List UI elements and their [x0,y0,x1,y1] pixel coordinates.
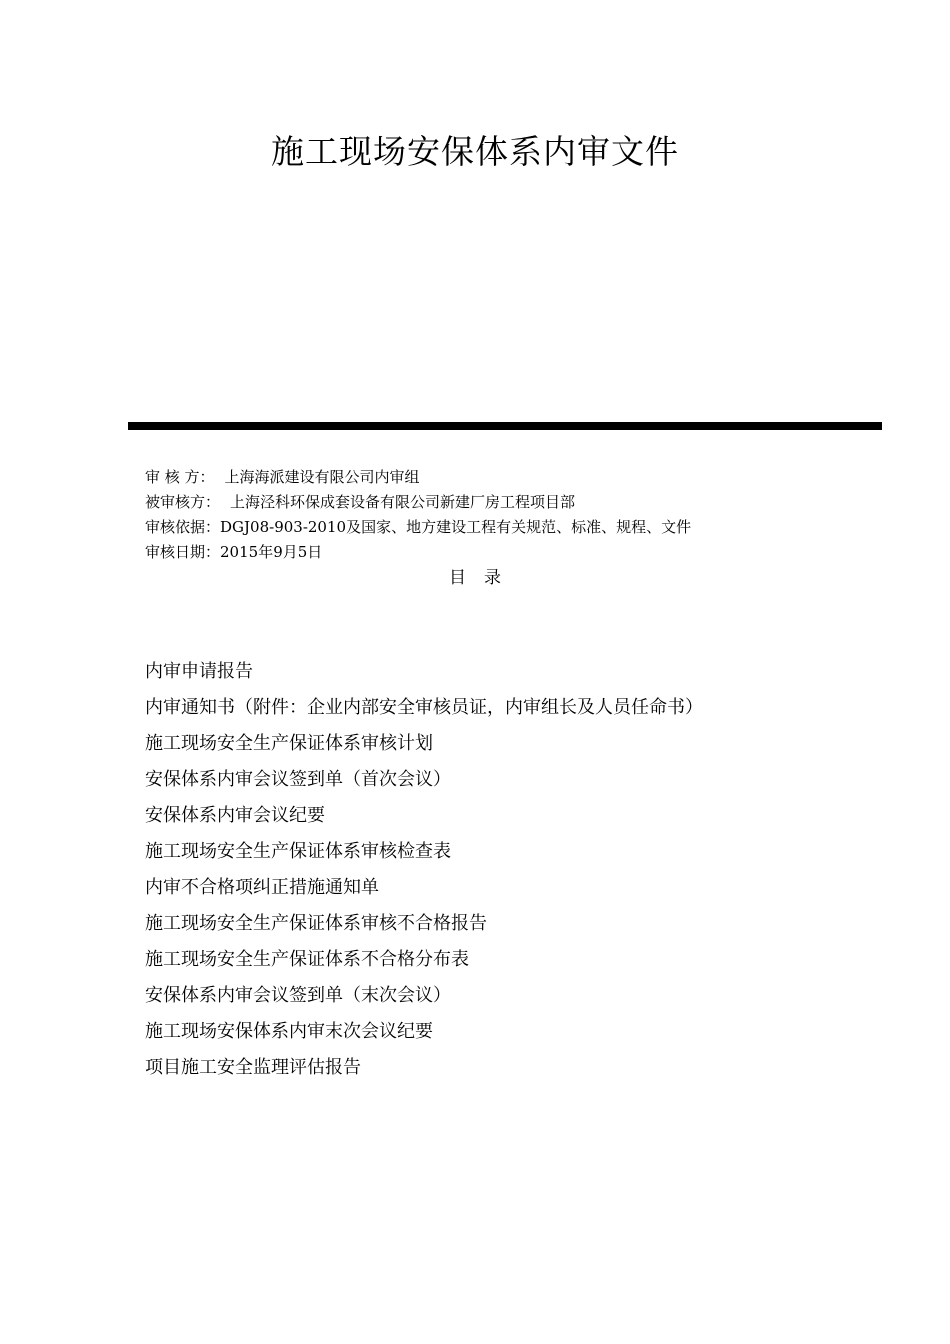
toc-item: 施工现场安保体系内审末次会议纪要 [145,1021,433,1042]
toc-item: 内审申请报告 [145,661,253,682]
basis-label: 审核依据： [145,518,221,536]
toc-item: 内审通知书（附件：企业内部安全审核员证，内审组长及人员任命书） [145,697,703,718]
auditee-label: 被审核方： [145,493,221,511]
date-row [145,540,905,565]
auditee-value: 上海泾科环保成套设备有限公司新建厂房工程项目部 [230,493,576,511]
auditee-row [145,490,905,515]
document-title: 施工现场安保体系内审文件 [271,132,679,171]
toc-heading: 目录 [449,568,519,588]
auditor-value: 上海海派建设有限公司内审组 [224,468,420,486]
basis-row [145,515,905,540]
auditor-row [145,465,905,490]
toc-item: 内审不合格项纠正措施通知单 [145,877,379,898]
basis-value: DGJ08-903-2010及国家、地方建设工程有关规范、标准、规程、文件 [220,518,692,536]
title-divider [128,422,882,430]
toc-item: 施工现场安全生产保证体系不合格分布表 [145,949,469,970]
toc-item: 施工现场安全生产保证体系审核检查表 [145,841,451,862]
date-value: 2015年9月5日 [220,543,323,561]
toc-item: 安保体系内审会议签到单（末次会议） [145,985,451,1006]
toc-item: 项目施工安全监理评估报告 [145,1057,361,1078]
toc-item: 安保体系内审会议纪要 [145,805,325,826]
toc-item: 安保体系内审会议签到单（首次会议） [145,769,451,790]
toc-item: 施工现场安全生产保证体系审核计划 [145,733,433,754]
date-label: 审核日期： [145,543,221,561]
auditor-label: 审 核 方： [145,468,215,486]
toc-list [145,654,703,1086]
audit-info [145,465,905,565]
toc-item: 施工现场安全生产保证体系审核不合格报告 [145,913,487,934]
